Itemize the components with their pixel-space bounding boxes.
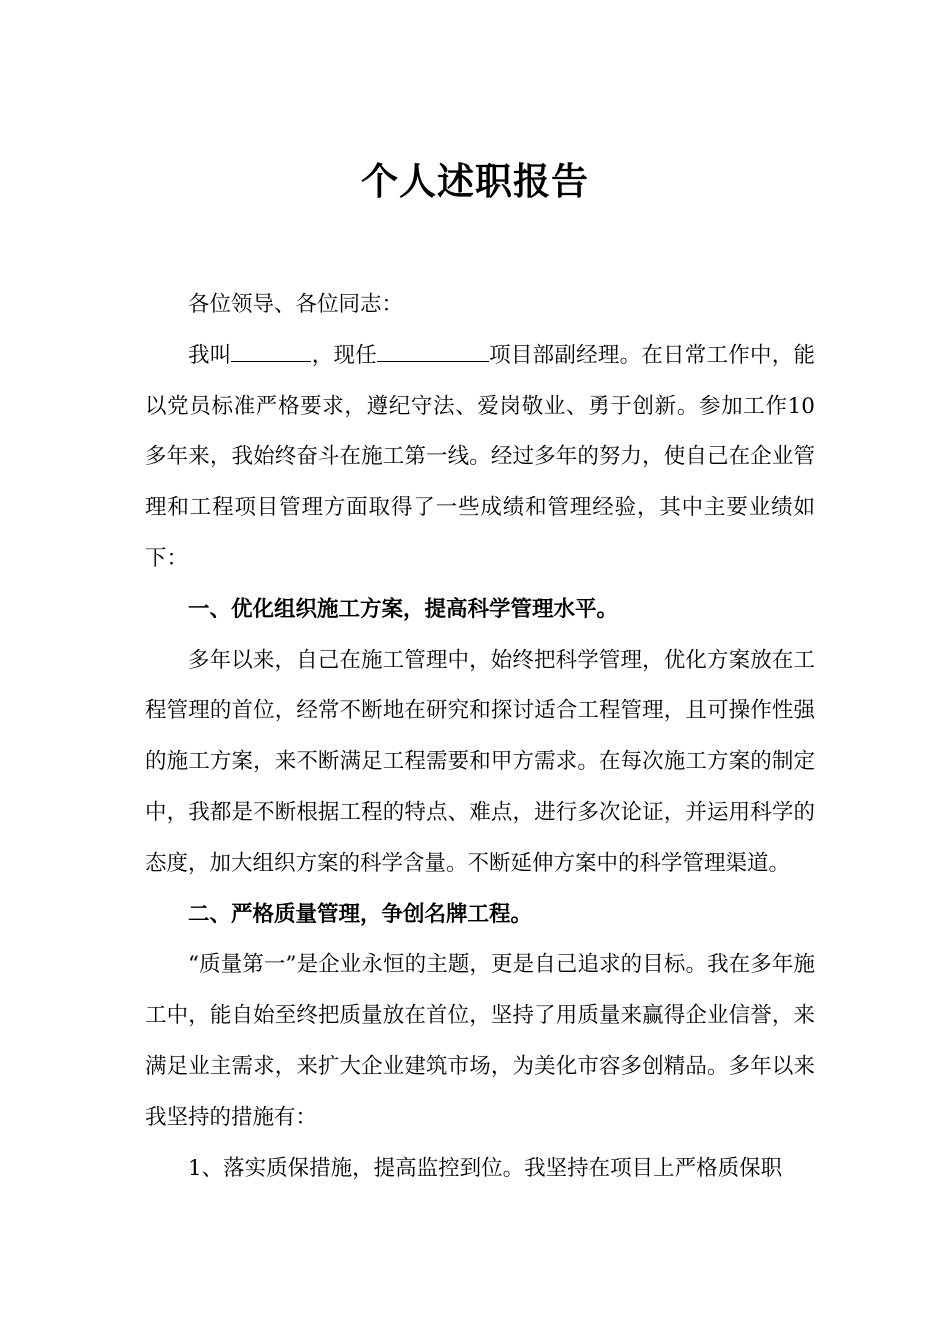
section1-heading: 一、优化组织施工方案，提高科学管理水平。 — [188, 596, 619, 622]
name-blank — [231, 338, 311, 362]
intro-text-3: 项目部副经理。在日常工作中，能以党员标准严格要求，遵纪守法、爱岗敬业、勇于创新。参加工作10多年来，我始终奋斗在施工第一线。经过多年的努力，使自己在企业管理和工程项目管理方面取得了一些成绩和管理经验，其中主要业绩如下： — [145, 342, 815, 571]
document-body — [145, 280, 815, 1194]
document-title: 个人述职报告 — [361, 159, 589, 203]
salutation: 各位领导、各位同志： — [188, 292, 404, 317]
project-blank — [377, 338, 489, 362]
intro-text-1: 我叫 — [188, 342, 232, 368]
intro-paragraph — [145, 331, 815, 585]
section2-heading: 二、严格质量管理，争创名牌工程。 — [188, 901, 533, 927]
intro-text-2: ，现任 — [311, 342, 377, 368]
section2-body: “质量第一”是企业永恒的主题，更是自己追求的目标。我在多年施工中，能自始至终把质量放在首位，坚持了用质量来赢得企业信誉，来满足业主需求，来扩大企业建筑市场，为美化市容多创精品。多年以来我坚持的措施有： — [145, 952, 815, 1130]
section1-body: 多年以来，自己在施工管理中，始终把科学管理，优化方案放在工程管理的首位，经常不断地在研究和探讨适合工程管理，且可操作性强的施工方案，来不断满足工程需要和甲方需求。在每次施工方案的制定中，我都是不断根据工程的特点、难点，进行多次论证，并运用科学的态度，加大组织方案的科学含量。不断延伸方案中的科学管理渠道。 — [145, 647, 815, 876]
section2-item1: 1、落实质保措施，提高监控到位。我坚持在项目上严格质保职 — [188, 1155, 783, 1181]
